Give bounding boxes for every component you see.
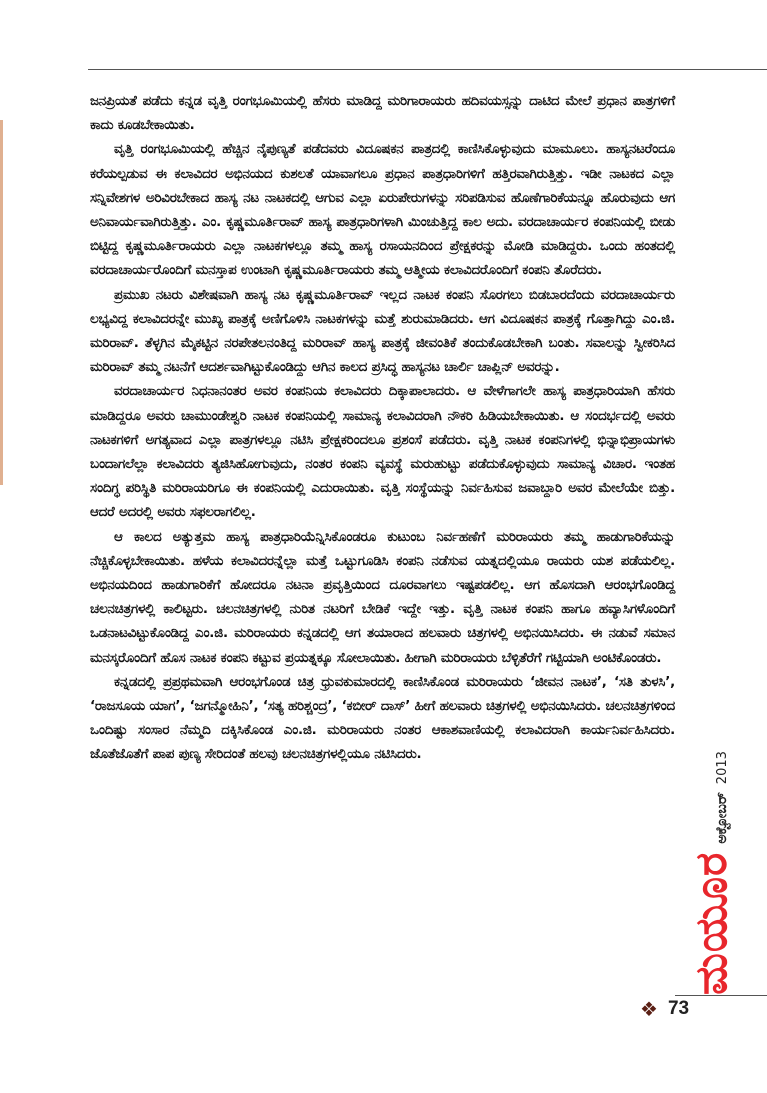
page-footer: [640, 998, 689, 1020]
article-paragraph-3: ಪ್ರಮುಖ ನಟರು ವಿಶೇಷವಾಗಿ ಹಾಸ್ಯ ನಟ ಕೃಷ್ಣಮೂರ್ತಿರಾವ್ ಇಲ್ಲದ ನಾಟಕ ಕಂಪನಿ ಸೊರಗಲು ಬಿಡಬಾರದೆಂದು ವರದಾಚಾರ್ಯರು ಲಭ್ಯವಿದ್ದ ಕಲಾವಿದರನ್ನೇ ಮುಖ್ಯ ಪಾತ್ರಕ್ಕೆ ಅಣಿಗೊಳಿಸಿ ನಾಟಕಗಳನ್ನು ಮತ್ತೆ ಶುರುಮಾಡಿದರು. ಆಗ ವಿದೂಷಕನ ಪಾತ್ರಕ್ಕೆ ಗೊತ್ತಾಗಿದ್ದು ಎಂ.ಜಿ. ಮರಿರಾವ್. ತೆಳ್ಳಗಿನ ಮೈಕಟ್ಟಿನ ನರಪೇತಲನಂತಿದ್ದ ಮರಿರಾವ್ ಹಾಸ್ಯ ಪಾತ್ರಕ್ಕೆ ಜೀವಂತಿಕೆ ತಂದುಕೊಡಬೇಕಾಗಿ ಬಂತು. ಸವಾಲನ್ನು ಸ್ವೀಕರಿಸಿದ ಮರಿರಾವ್ ತಮ್ಮ ನಟನೆಗೆ ಆದರ್ಶವಾಗಿಟ್ಟುಕೊಂಡಿದ್ದು ಆಗಿನ ಕಾಲದ ಪ್ರಸಿದ್ಧ ಹಾಸ್ಯನಟ ಚಾರ್ಲಿ ಚಾಪ್ಲಿನ್ ಅವರನ್ನು.: [90, 287, 675, 376]
article-body: [90, 90, 675, 768]
article-paragraph-1: ಜನಪ್ರಿಯತೆ ಪಡೆದು ಕನ್ನಡ ವೃತ್ತಿ ರಂಗಭೂಮಿಯಲ್ಲಿ ಹೆಸರು ಮಾಡಿದ್ದ ಮರಿಗಾರಾಯರು ಹದಿವಯಸ್ಸನ್ನು ದಾಟಿದ ಮೇಲೆ ಪ್ರಧಾನ ಪಾತ್ರಗಳಿಗೆ ಕಾದು ಕೂಡಬೇಕಾಯಿತು.: [90, 94, 675, 134]
article-paragraph-4: ವರದಾಚಾರ್ಯರ ನಿಧನಾನಂತರ ಅವರ ಕಂಪನಿಯ ಕಲಾವಿದರು ದಿಕ್ಕಾಪಾಲಾದರು. ಆ ವೇಳೆಗಾಗಲೇ ಹಾಸ್ಯ ಪಾತ್ರಧಾರಿಯಾಗಿ ಹೆಸರು ಮಾಡಿದ್ದರೂ ಅವರು ಚಾಮುಂಡೇಶ್ವರಿ ನಾಟಕ ಕಂಪನಿಯಲ್ಲಿ ಸಾಮಾನ್ಯ ಕಲಾವಿದರಾಗಿ ನೌಕರಿ ಹಿಡಿಯಬೇಕಾಯಿತು. ಆ ಸಂದರ್ಭದಲ್ಲಿ ಅವರು ನಾಟಕಗಳಿಗೆ ಅಗತ್ಯವಾದ ಎಲ್ಲಾ ಪಾತ್ರಗಳಲ್ಲೂ ನಟಿಸಿ ಪ್ರೇಕ್ಷಕರಿಂದಲೂ ಪ್ರಶಂಸೆ ಪಡೆದರು. ವೃತ್ತಿ ನಾಟಕ ಕಂಪನಿಗಳಲ್ಲಿ ಭಿನ್ನಾಭಿಪ್ರಾಯಗಳು ಬಂದಾಗಲೆಲ್ಲಾ ಕಲಾವಿದರು ತ್ಯಜಿಸಿಹೋಗುವುದು, ನಂತರ ಕಂಪನಿ ವ್ಯವಸ್ಥೆ ಮರುಹುಟ್ಟು ಪಡೆದುಕೊಳ್ಳುವುದು ಸಾಮಾನ್ಯ ವಿಚಾರ. ಇಂತಹ ಸಂದಿಗ್ಧ ಪರಿಸ್ಥಿತಿ ಮರಿರಾಯರಿಗೂ ಈ ಕಂಪನಿಯಲ್ಲಿ ಎದುರಾಯಿತು. ವೃತ್ತಿ ಸಂಸ್ಥೆಯನ್ನು ನಿರ್ವಹಿಸುವ ಜವಾಬ್ದಾರಿ ಅವರ ಮೇಲೆಯೇ ಬಿತ್ತು. ಆದರೆ ಅದರಲ್ಲಿ ಅವರು ಸಫಲರಾಗಲಿಲ್ಲ.: [90, 384, 675, 521]
article-paragraph-2: ವೃತ್ತಿ ರಂಗಭೂಮಿಯಲ್ಲಿ ಹೆಚ್ಚಿನ ನೈಪುಣ್ಯತೆ ಪಡೆದವರು ವಿದೂಷಕನ ಪಾತ್ರದಲ್ಲಿ ಕಾಣಿಸಿಕೊಳ್ಳುವುದು ಮಾಮೂಲು. ಹಾಸ್ಯನಟರೆಂದೂ ಕರೆಯಲ್ಪಡುವ ಈ ಕಲಾವಿದರ ಅಭಿನಯದ ಕುಶಲತೆ ಯಾವಾಗಲೂ ಪ್ರಧಾನ ಪಾತ್ರಧಾರಿಗಳಿಗೆ ಹತ್ತಿರವಾಗಿರುತ್ತಿತ್ತು. ಇಡೀ ನಾಟಕದ ಎಲ್ಲಾ ಸನ್ನಿವೇಶಗಳ ಅರಿವಿರಬೇಕಾದ ಹಾಸ್ಯ ನಟ ನಾಟಕದಲ್ಲಿ ಆಗುವ ಎಲ್ಲಾ ಏರುಪೇರುಗಳನ್ನು ಸರಿಪಡಿಸುವ ಹೊಣೆಗಾರಿಕೆಯನ್ನೂ ಹೊರುವುದು ಆಗ ಅನಿವಾರ್ಯವಾಗಿರುತ್ತಿತ್ತು. ಎಂ. ಕೃಷ್ಣಮೂರ್ತಿರಾವ್ ಹಾಸ್ಯ ಪಾತ್ರಧಾರಿಗಳಾಗಿ ಮಿಂಚುತ್ತಿದ್ದ ಕಾಲ ಅದು. ವರದಾಚಾರ್ಯರ ಕಂಪನಿಯಲ್ಲಿ ಬೀಡು ಬಿಟ್ಟಿದ್ದ ಕೃಷ್ಣಮೂರ್ತಿರಾಯರು ಎಲ್ಲಾ ನಾಟಕಗಳಲ್ಲೂ ತಮ್ಮ ಹಾಸ್ಯ ರಸಾಯನದಿಂದ ಪ್ರೇಕ್ಷಕರನ್ನು ಮೋಡಿ ಮಾಡಿದ್ದರು. ಒಂದು ಹಂತದಲ್ಲಿ ವರದಾಚಾರ್ಯರೊಂದಿಗೆ ಮನಸ್ತಾಪ ಉಂಟಾಗಿ ಕೃಷ್ಣಮೂರ್ತಿರಾಯರು ತಮ್ಮ ಆತ್ಮೀಯ ಕಲಾವಿದರೊಂದಿಗೆ ಕಂಪನಿ ತೊರೆದರು.: [90, 142, 675, 279]
magazine-sidebar: [686, 751, 737, 995]
article-paragraph-6: ಕನ್ನಡದಲ್ಲಿ ಪ್ರಪ್ರಥಮವಾಗಿ ಆರಂಭಗೊಂಡ ಚಿತ್ರ ಧ್ರುವಕುಮಾರದಲ್ಲಿ ಕಾಣಿಸಿಕೊಂಡ ಮರಿರಾಯರು ‘ಜೀವನ ನಾಟಕ’, ‘ಸತಿ ತುಳಸಿ’, ‘ರಾಜಸೂಯ ಯಾಗ’, ‘ಜಗನ್ಮೋಹಿನಿ’, ‘ಸತ್ಯ ಹರಿಶ್ಚಂದ್ರ’, ‘ಕಬೀರ್ ದಾಸ್’ ಹೀಗೆ ಹಲವಾರು ಚಿತ್ರಗಳಲ್ಲಿ ಅಭಿನಯಿಸಿದರು. ಚಲನಚಿತ್ರಗಳಿಂದ ಒಂದಿಷ್ಟು ಸಂಸಾರ ನೆಮ್ಮದಿ ದಕ್ಕಿಸಿಕೊಂಡ ಎಂ.ಜಿ. ಮರಿರಾಯರು ನಂತರ ಆಕಾಶವಾಣಿಯಲ್ಲಿ ಕಲಾವಿದರಾಗಿ ಕಾರ್ಯನಿರ್ವಹಿಸಿದರು. ಜೊತೆಜೊತೆಗೆ ಪಾಪ ಪುಣ್ಯ ಸೇರಿದಂತೆ ಹಲವು ಚಲನಚಿತ್ರಗಳಲ್ಲಿಯೂ ನಟಿಸಿದರು.: [90, 674, 675, 763]
footer-rule: [675, 995, 767, 996]
page-number: 73: [667, 998, 690, 1019]
left-margin-accent: [0, 120, 3, 485]
header-rule: [88, 69, 767, 70]
issue-month: ಅಕ್ಟೋಬರ್: [714, 792, 730, 844]
diamond-cluster-icon: ❖: [640, 997, 658, 1021]
magazine-name: ಮಯೂರ: [686, 851, 737, 995]
article-paragraph-5: ಆ ಕಾಲದ ಅತ್ಯುತ್ತಮ ಹಾಸ್ಯ ಪಾತ್ರಧಾರಿಯೆನ್ನಿಸಿಕೊಂಡರೂ ಕುಟುಂಬ ನಿರ್ವಹಣೆಗೆ ಮರಿರಾಯರು ತಮ್ಮ ಹಾಡುಗಾರಿಕೆಯನ್ನು ನೆಚ್ಚಿಕೊಳ್ಳಬೇಕಾಯಿತು. ಹಳೆಯ ಕಲಾವಿದರನ್ನೆಲ್ಲಾ ಮತ್ತೆ ಒಟ್ಟುಗೂಡಿಸಿ ಕಂಪನಿ ನಡೆಸುವ ಯತ್ನದಲ್ಲಿಯೂ ರಾಯರು ಯಶ ಪಡೆಯಲಿಲ್ಲ. ಅಭಿನಯದಿಂದ ಹಾಡುಗಾರಿಕೆಗೆ ಹೋದರೂ ನಟನಾ ಪ್ರವೃತ್ತಿಯಿಂದ ದೂರವಾಗಲು ಇಷ್ಟಪಡಲಿಲ್ಲ. ಆಗ ಹೊಸದಾಗಿ ಆರಂಭಗೊಂಡಿದ್ದ ಚಲನಚಿತ್ರಗಳಲ್ಲಿ ಕಾಲಿಟ್ಟರು. ಚಲನಚಿತ್ರಗಳಲ್ಲಿ ನುರಿತ ನಟರಿಗೆ ಬೇಡಿಕೆ ಇದ್ದೇ ಇತ್ತು. ವೃತ್ತಿ ನಾಟಕ ಕಂಪನಿ ಹಾಗೂ ಹವ್ಯಾಸಿಗಳೊಂದಿಗೆ ಒಡನಾಟವಿಟ್ಟುಕೊಂಡಿದ್ದ ಎಂ.ಜಿ. ಮರಿರಾಯರು ಕನ್ನಡದಲ್ಲಿ ಆಗ ತಯಾರಾದ ಹಲವಾರು ಚಿತ್ರಗಳಲ್ಲಿ ಅಭಿನಯಿಸಿದರು. ಈ ನಡುವೆ ಸಮಾನ ಮನಸ್ಕರೊಂದಿಗೆ ಹೊಸ ನಾಟಕ ಕಂಪನಿ ಕಟ್ಟುವ ಪ್ರಯತ್ನಕ್ಕೂ ಸೋಲಾಯಿತು. ಹೀಗಾಗಿ ಮರಿರಾಯರು ಬೆಳ್ಳಿತೆರೆಗೆ ಗಟ್ಟಿಯಾಗಿ ಅಂಟಿಕೊಂಡರು.: [90, 529, 675, 666]
issue-year: 2013: [715, 751, 730, 785]
